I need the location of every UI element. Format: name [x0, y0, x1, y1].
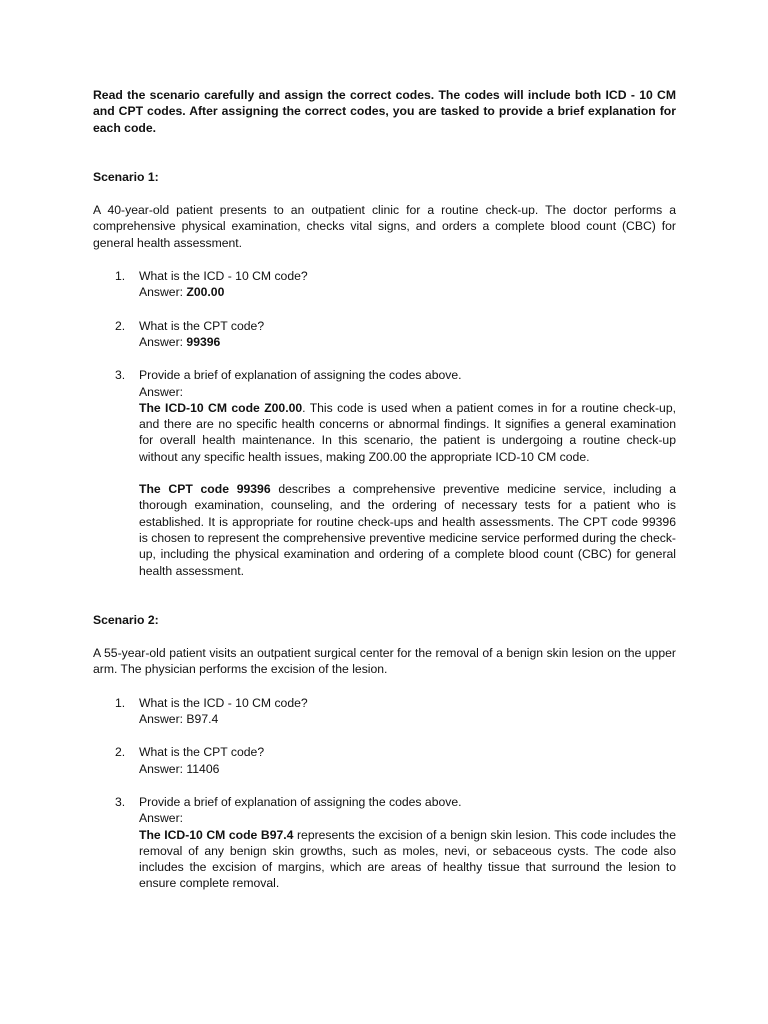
answer-line [139, 284, 676, 300]
question-item [93, 318, 676, 351]
question-list [93, 268, 676, 579]
explanation-text: represents the excision of a benign skin lesion. This code includes the removal of any benign skin growths, such as moles, nevi, or sebaceous cysts. The code also includes the excision of margins, which are areas of healthy tissue that surround the lesion to ensure complete removal. [139, 827, 676, 891]
explanation-paragraph [139, 827, 676, 892]
question-item [93, 744, 676, 777]
scenario-description: A 55-year-old patient visits an outpatient surgical center for the removal of a benign skin lesion on the upper arm. The physician performs the excision of the lesion. [93, 646, 676, 677]
explanation-text: . This code is used when a patient comes in for a routine check-up, and there are no specific health concerns or abnormal findings. It signifies a general examination for overall health maintenance. In this scenario, the patient is undergoing a routine check-up without any specific health issues, making Z00.00 the appropriate ICD-10 CM code. [139, 400, 676, 464]
explanation-lead: The CPT code 99396 [139, 482, 271, 497]
scenario-heading: Scenario 1: [93, 169, 159, 184]
explanation-paragraph [139, 400, 676, 465]
instructions-text: Read the scenario carefully and assign the correct codes. The codes will include both ICD - 10 CM and CPT codes. After assigning the correct codes, you are tasked to provide a brief explanation for each code. [93, 88, 676, 135]
answer-line [139, 334, 676, 350]
question-text: Provide a brief of explanation of assigning the codes above. [139, 794, 462, 809]
question-item [93, 367, 676, 579]
answer-label: Answer: [139, 384, 184, 399]
question-text: What is the CPT code? [139, 318, 265, 333]
question-item [93, 268, 676, 301]
scenario-heading: Scenario 2: [93, 612, 159, 627]
explanation-text: describes a comprehensive preventive medicine service, including a thorough examination, counseling, and the ordering of necessary tests for a patient who is established. It is appropriate for routine check-ups and health assessments. The CPT code 99396 is chosen to represent the comprehensive preventive medicine service performed during the check-up, including the physical examination and ordering of a complete blood count (CBC) for general health assessment. [139, 482, 676, 578]
question-text: Provide a brief of explanation of assigning the codes above. [139, 368, 462, 383]
answer-line: Answer: B97.4 [139, 712, 219, 727]
answer-value: 99396 [186, 334, 221, 349]
question-number: 3. [115, 794, 126, 809]
question-text: What is the CPT code? [139, 745, 265, 760]
question-number: 2. [115, 745, 126, 760]
answer-label: Answer: [139, 811, 184, 826]
question-list [93, 695, 676, 892]
question-item [93, 695, 676, 728]
scenario-2 [93, 612, 676, 892]
explanation-lead: The ICD-10 CM code Z00.00 [139, 400, 303, 415]
explanation-lead: The ICD-10 CM code B97.4 [139, 827, 294, 842]
answer-label: Answer: [139, 285, 184, 300]
question-item [93, 794, 676, 892]
question-number: 3. [115, 368, 126, 383]
answer-value: Z00.00 [186, 285, 225, 300]
question-text: What is the ICD - 10 CM code? [139, 695, 308, 710]
scenario-description: A 40-year-old patient presents to an outpatient clinic for a routine check-up. The doctor performs a comprehensive physical examination, checks vital signs, and orders a complete blood count (CBC) for general health assessment. [93, 203, 676, 250]
answer-line: Answer: 11406 [139, 761, 220, 776]
question-text: What is the ICD - 10 CM code? [139, 269, 308, 284]
scenario-1 [93, 169, 676, 579]
question-number: 2. [115, 318, 126, 333]
question-number: 1. [115, 695, 126, 710]
answer-label: Answer: [139, 334, 184, 349]
explanation-paragraph [139, 481, 676, 579]
question-number: 1. [115, 269, 126, 284]
